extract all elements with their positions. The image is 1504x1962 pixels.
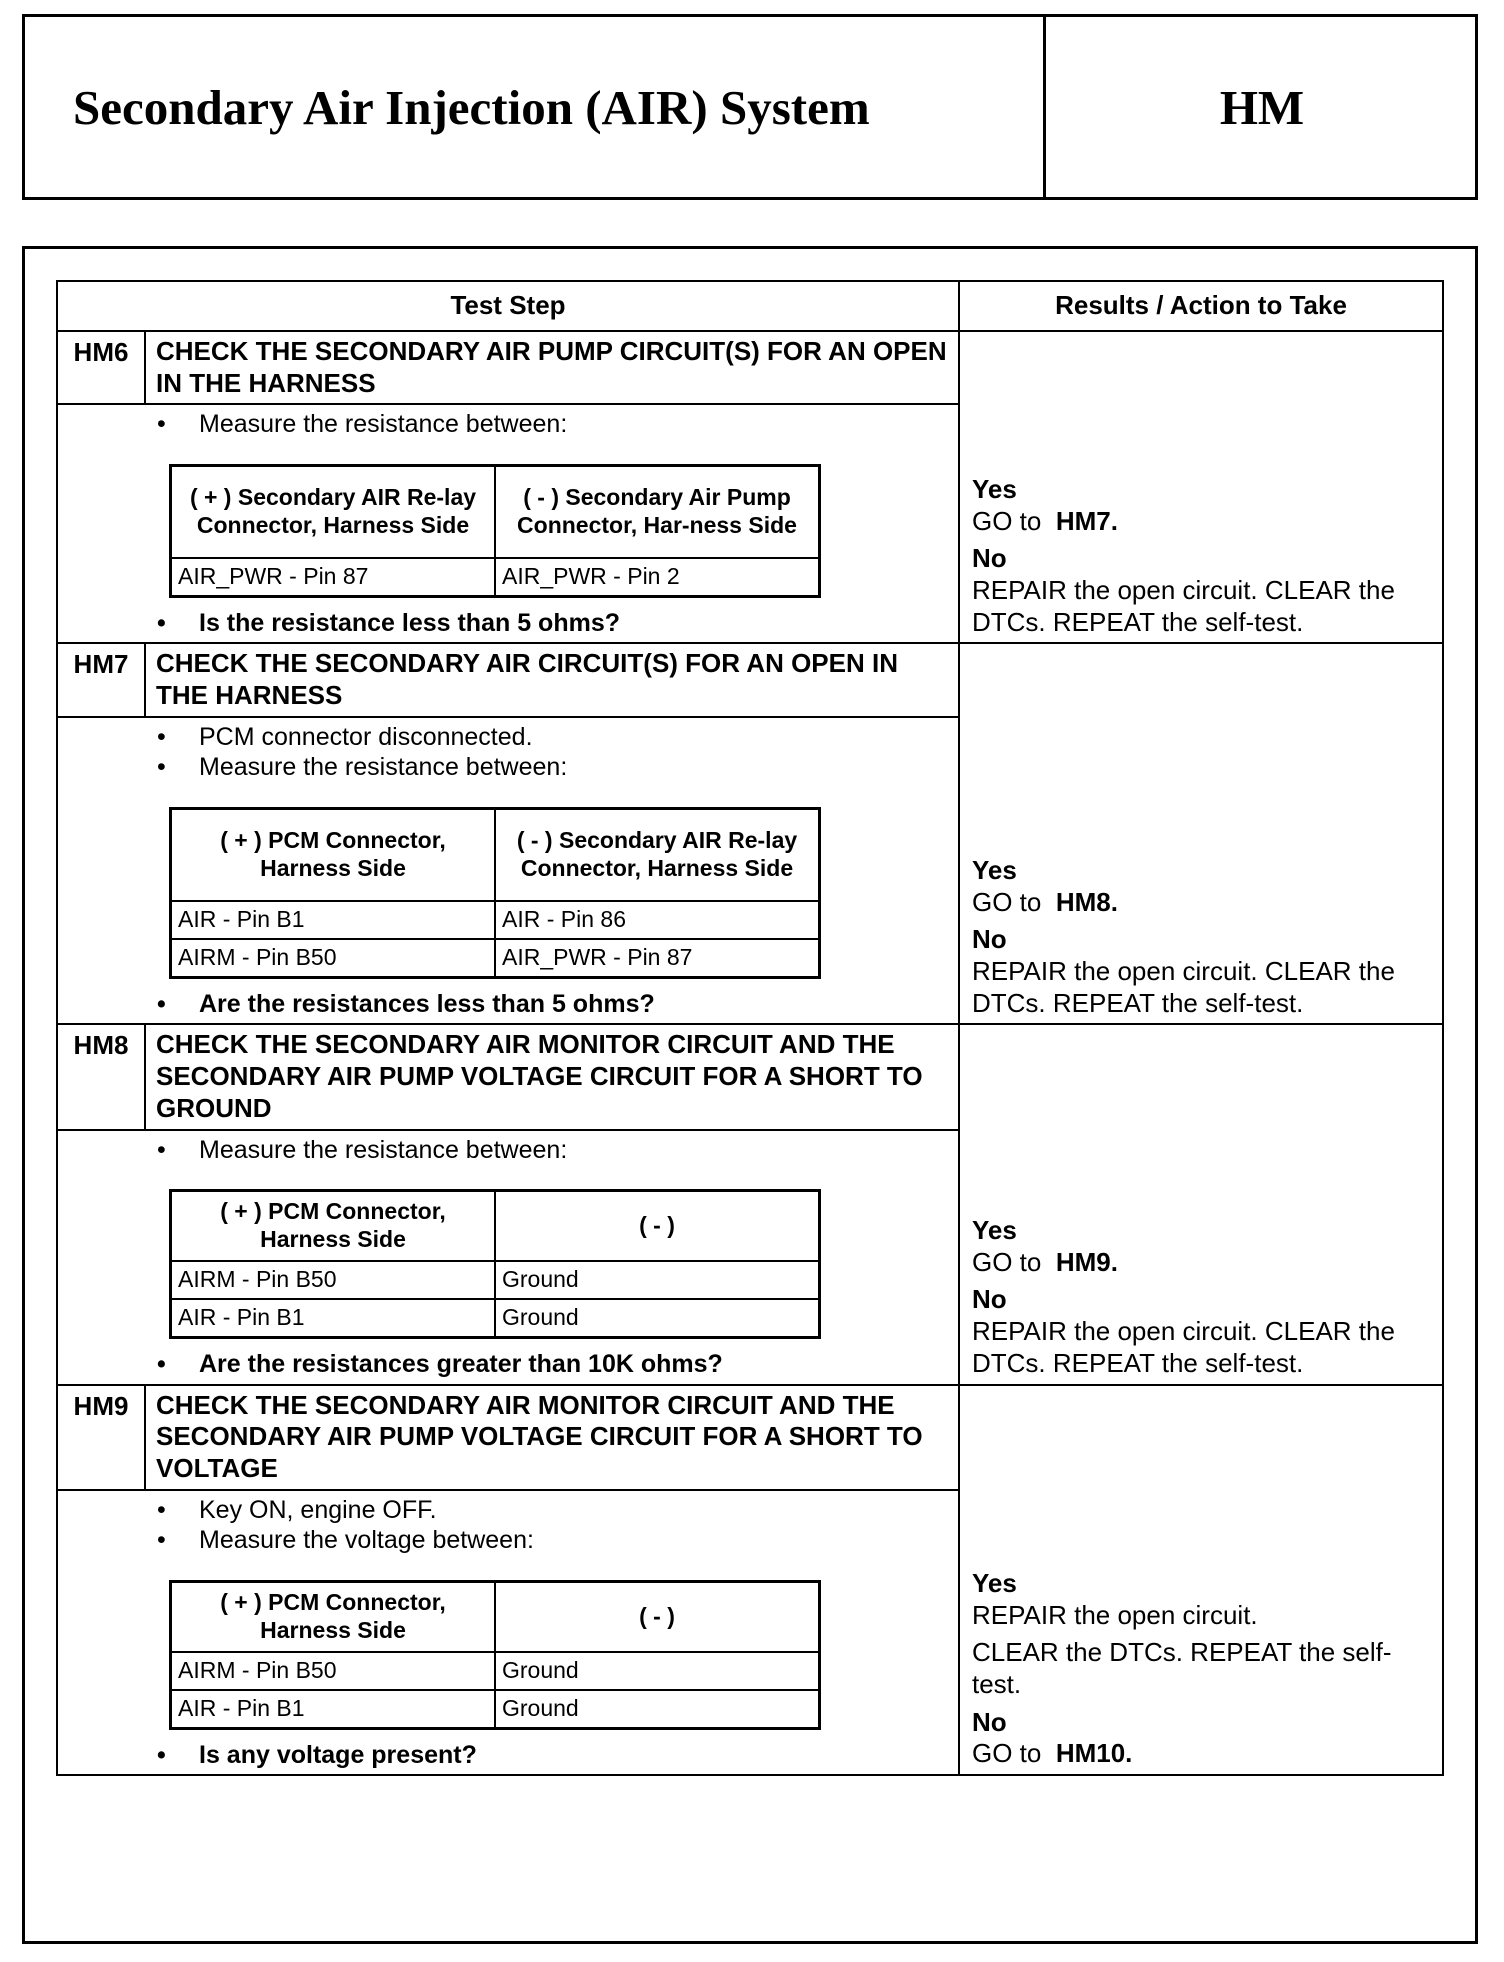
no-label: No	[972, 1706, 1007, 1737]
meas-cell: Ground	[495, 1652, 820, 1690]
table-header-row	[57, 281, 1443, 331]
step-id: HM6	[57, 331, 145, 404]
meas-header-minus: ( - ) Secondary AIR Re-lay Connector, Harness Side	[495, 808, 820, 901]
yes-action: GO to HM9.	[972, 1246, 1118, 1277]
no-target: HM10.	[1055, 1738, 1133, 1769]
step-title: CHECK THE SECONDARY AIR CIRCUIT(S) FOR AN OPEN IN THE HARNESS	[145, 643, 959, 716]
bullet-item: • Measure the resistance between:	[157, 410, 568, 439]
meas-cell: AIRM - Pin B50	[171, 1261, 496, 1299]
no-label: No	[972, 924, 1007, 955]
step-title-row	[57, 643, 1443, 716]
meas-cell: AIR_PWR - Pin 2	[495, 558, 820, 597]
step-title: CHECK THE SECONDARY AIR MONITOR CIRCUIT AND THE SECONDARY AIR PUMP VOLTAGE CIRCUIT FOR A SHORT TO GROUND	[145, 1024, 959, 1129]
meas-cell: AIRM - Pin B50	[171, 939, 496, 978]
meas-header-plus: ( + ) Secondary AIR Re-lay Connector, Harness Side	[171, 465, 496, 558]
no-label: No	[972, 543, 1007, 574]
bullet-item: • Measure the resistance between:	[157, 753, 568, 782]
question-item: • Are the resistances greater than 10K ohms?	[157, 1350, 723, 1379]
step-title: CHECK THE SECONDARY AIR PUMP CIRCUIT(S) FOR AN OPEN IN THE HARNESS	[145, 331, 959, 404]
step-action	[959, 643, 1443, 1024]
meas-header-minus: ( - )	[495, 1191, 820, 1262]
step-id: HM8	[57, 1024, 145, 1129]
meas-cell: Ground	[495, 1690, 820, 1729]
step-title-row	[57, 1385, 1443, 1490]
no-action: REPAIR the open circuit. CLEAR the DTCs. REPEAT the self-test.	[972, 1316, 1395, 1378]
step-body	[145, 717, 959, 1025]
meas-cell: AIR - Pin B1	[171, 1690, 496, 1729]
meas-cell: AIR_PWR - Pin 87	[171, 558, 496, 597]
meas-cell: AIR_PWR - Pin 87	[495, 939, 820, 978]
question-item: • Are the resistances less than 5 ohms?	[157, 989, 655, 1018]
bullet-item: • PCM connector disconnected.	[157, 722, 533, 751]
yes-label: Yes	[972, 854, 1017, 885]
yes-action-continued: CLEAR the DTCs. REPEAT the self-test.	[972, 1637, 1392, 1700]
measurement-table	[169, 464, 821, 598]
step-action	[959, 1385, 1443, 1776]
step-action	[959, 331, 1443, 643]
section-code: HM	[1043, 17, 1478, 197]
no-label: No	[972, 1284, 1007, 1315]
yes-label: Yes	[972, 473, 1017, 504]
question-item: • Is the resistance less than 5 ohms?	[157, 608, 620, 637]
step-title: CHECK THE SECONDARY AIR MONITOR CIRCUIT AND THE SECONDARY AIR PUMP VOLTAGE CIRCUIT FOR A SHORT TO VOLTAGE	[145, 1385, 959, 1490]
results-header: Results / Action to Take	[959, 281, 1443, 331]
meas-header-minus: ( - )	[495, 1581, 820, 1652]
yes-target: HM8.	[1055, 886, 1118, 917]
meas-header-plus: ( + ) PCM Connector, Harness Side	[171, 1191, 496, 1262]
meas-header-plus: ( + ) PCM Connector, Harness Side	[171, 1581, 496, 1652]
meas-header-minus: ( - ) Secondary Air Pump Connector, Har-ness Side	[495, 465, 820, 558]
yes-label: Yes	[972, 1567, 1017, 1598]
bullet-item: • Key ON, engine OFF.	[157, 1495, 437, 1524]
meas-cell: AIR - Pin B1	[171, 901, 496, 939]
meas-cell: Ground	[495, 1299, 820, 1338]
step-title-row	[57, 1024, 1443, 1129]
page-header	[22, 14, 1478, 200]
test-step-header: Test Step	[57, 281, 959, 331]
step-title-row	[57, 331, 1443, 404]
meas-cell: AIRM - Pin B50	[171, 1652, 496, 1690]
step-body	[145, 404, 959, 643]
yes-action: GO to HM8.	[972, 886, 1118, 917]
step-body	[145, 1490, 959, 1776]
meas-header-plus: ( + ) PCM Connector, Harness Side	[171, 808, 496, 901]
test-step-table	[56, 280, 1444, 1776]
step-id: HM7	[57, 643, 145, 716]
step-id: HM9	[57, 1385, 145, 1490]
bullet-item: • Measure the voltage between:	[157, 1526, 534, 1555]
meas-cell: AIR - Pin B1	[171, 1299, 496, 1338]
no-action: REPAIR the open circuit. CLEAR the DTCs. REPEAT the self-test.	[972, 575, 1395, 637]
measurement-table	[169, 807, 821, 979]
yes-action: REPAIR the open circuit.	[972, 1599, 1258, 1630]
no-action: GO to HM10.	[972, 1738, 1133, 1769]
measurement-table	[169, 1189, 821, 1339]
meas-cell: AIR - Pin 86	[495, 901, 820, 939]
step-action	[959, 1024, 1443, 1384]
yes-target: HM7.	[1055, 505, 1118, 536]
meas-cell: Ground	[495, 1261, 820, 1299]
measurement-table	[169, 1580, 821, 1730]
no-action: REPAIR the open circuit. CLEAR the DTCs. REPEAT the self-test.	[972, 955, 1395, 1018]
yes-target: HM9.	[1055, 1246, 1118, 1277]
bullet-item: • Measure the resistance between:	[157, 1135, 568, 1164]
yes-action: GO to HM7.	[972, 505, 1118, 536]
yes-label: Yes	[972, 1214, 1017, 1245]
page-title: Secondary Air Injection (AIR) System	[73, 79, 870, 135]
step-body	[145, 1130, 959, 1385]
question-item: • Is any voltage present?	[157, 1740, 477, 1769]
